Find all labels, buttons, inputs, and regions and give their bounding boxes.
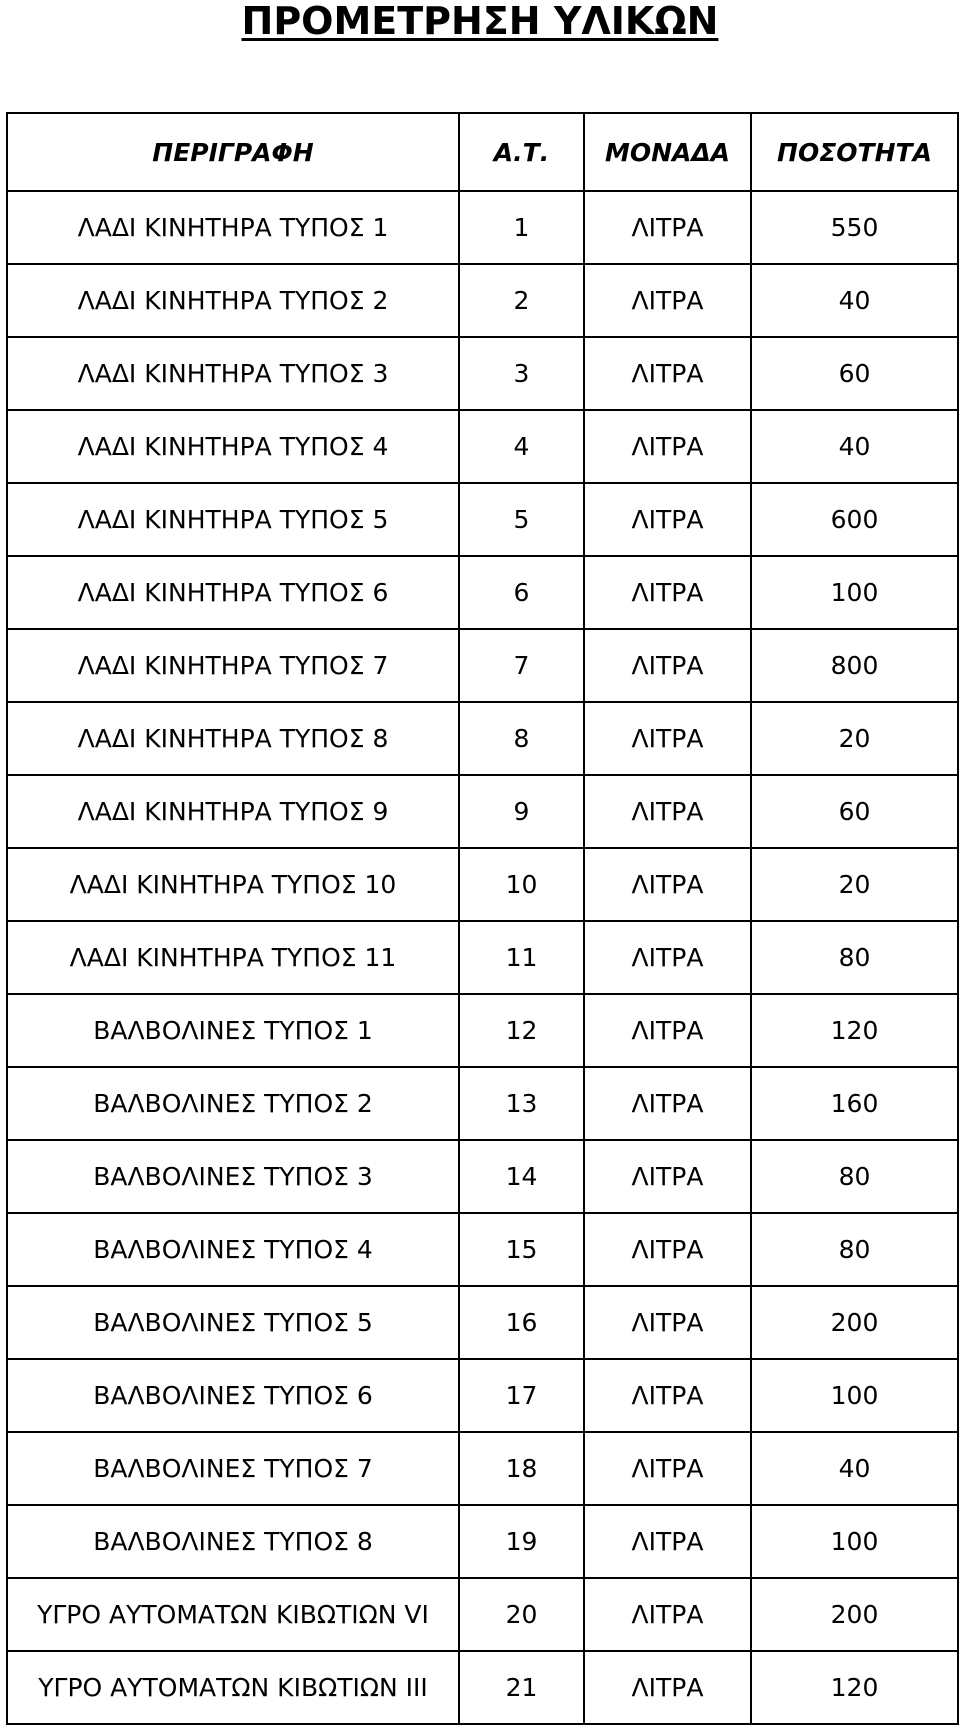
cell-quantity: 40	[751, 264, 958, 337]
cell-description: ΛΑΔΙ ΚΙΝΗΤΗΡΑ ΤΥΠΟΣ 4	[7, 410, 459, 483]
cell-description: ΛΑΔΙ ΚΙΝΗΤΗΡΑ ΤΥΠΟΣ 1	[7, 191, 459, 264]
cell-quantity: 60	[751, 775, 958, 848]
cell-description: ΛΑΔΙ ΚΙΝΗΤΗΡΑ ΤΥΠΟΣ 7	[7, 629, 459, 702]
cell-at: 11	[459, 921, 584, 994]
cell-unit: ΛΙΤΡΑ	[584, 191, 751, 264]
materials-table	[6, 112, 959, 1725]
cell-quantity: 60	[751, 337, 958, 410]
table-row	[7, 264, 958, 337]
table-row	[7, 1432, 958, 1505]
table-row	[7, 921, 958, 994]
cell-quantity: 800	[751, 629, 958, 702]
cell-description: ΒΑΛΒΟΛΙΝΕΣ ΤΥΠΟΣ 4	[7, 1213, 459, 1286]
cell-quantity: 600	[751, 483, 958, 556]
table-row	[7, 702, 958, 775]
cell-at: 17	[459, 1359, 584, 1432]
cell-at: 7	[459, 629, 584, 702]
cell-unit: ΛΙΤΡΑ	[584, 1432, 751, 1505]
cell-description: ΛΑΔΙ ΚΙΝΗΤΗΡΑ ΤΥΠΟΣ 8	[7, 702, 459, 775]
cell-quantity: 20	[751, 702, 958, 775]
cell-at: 16	[459, 1286, 584, 1359]
header-quantity: ΠΟΣΟΤΗΤΑ	[751, 113, 958, 191]
cell-description: ΥΓΡΟ ΑΥΤΟΜΑΤΩΝ ΚΙΒΩΤΙΩΝ III	[7, 1651, 459, 1724]
table-row	[7, 775, 958, 848]
cell-unit: ΛΙΤΡΑ	[584, 1651, 751, 1724]
cell-at: 6	[459, 556, 584, 629]
cell-unit: ΛΙΤΡΑ	[584, 556, 751, 629]
table-row	[7, 1286, 958, 1359]
table-row	[7, 410, 958, 483]
cell-quantity: 80	[751, 1140, 958, 1213]
cell-at: 15	[459, 1213, 584, 1286]
cell-quantity: 160	[751, 1067, 958, 1140]
cell-unit: ΛΙΤΡΑ	[584, 848, 751, 921]
cell-at: 19	[459, 1505, 584, 1578]
table-row	[7, 556, 958, 629]
cell-at: 10	[459, 848, 584, 921]
cell-unit: ΛΙΤΡΑ	[584, 702, 751, 775]
cell-unit: ΛΙΤΡΑ	[584, 1505, 751, 1578]
cell-unit: ΛΙΤΡΑ	[584, 775, 751, 848]
table-row	[7, 1651, 958, 1724]
cell-description: ΛΑΔΙ ΚΙΝΗΤΗΡΑ ΤΥΠΟΣ 9	[7, 775, 459, 848]
table-row	[7, 629, 958, 702]
cell-unit: ΛΙΤΡΑ	[584, 1578, 751, 1651]
cell-description: ΛΑΔΙ ΚΙΝΗΤΗΡΑ ΤΥΠΟΣ 11	[7, 921, 459, 994]
document-title	[0, 0, 960, 46]
cell-description: ΒΑΛΒΟΛΙΝΕΣ ΤΥΠΟΣ 3	[7, 1140, 459, 1213]
cell-at: 21	[459, 1651, 584, 1724]
cell-at: 4	[459, 410, 584, 483]
cell-at: 13	[459, 1067, 584, 1140]
cell-unit: ΛΙΤΡΑ	[584, 337, 751, 410]
cell-description: ΒΑΛΒΟΛΙΝΕΣ ΤΥΠΟΣ 5	[7, 1286, 459, 1359]
table-row	[7, 1359, 958, 1432]
table-body	[7, 191, 958, 1724]
table-row	[7, 191, 958, 264]
cell-description: ΛΑΔΙ ΚΙΝΗΤΗΡΑ ΤΥΠΟΣ 6	[7, 556, 459, 629]
cell-quantity: 40	[751, 1432, 958, 1505]
cell-at: 5	[459, 483, 584, 556]
cell-quantity: 120	[751, 1651, 958, 1724]
cell-at: 2	[459, 264, 584, 337]
table-row	[7, 483, 958, 556]
table-row	[7, 1578, 958, 1651]
cell-at: 8	[459, 702, 584, 775]
cell-quantity: 200	[751, 1286, 958, 1359]
cell-description: ΒΑΛΒΟΛΙΝΕΣ ΤΥΠΟΣ 7	[7, 1432, 459, 1505]
cell-at: 12	[459, 994, 584, 1067]
cell-at: 9	[459, 775, 584, 848]
cell-description: ΛΑΔΙ ΚΙΝΗΤΗΡΑ ΤΥΠΟΣ 10	[7, 848, 459, 921]
header-at: Α.Τ.	[459, 113, 584, 191]
cell-quantity: 40	[751, 410, 958, 483]
cell-at: 1	[459, 191, 584, 264]
table-header	[7, 113, 958, 191]
table-row	[7, 337, 958, 410]
table-row	[7, 1140, 958, 1213]
table-row	[7, 1505, 958, 1578]
cell-description: ΛΑΔΙ ΚΙΝΗΤΗΡΑ ΤΥΠΟΣ 3	[7, 337, 459, 410]
cell-unit: ΛΙΤΡΑ	[584, 921, 751, 994]
header-unit: ΜΟΝΑΔΑ	[584, 113, 751, 191]
cell-unit: ΛΙΤΡΑ	[584, 1213, 751, 1286]
cell-unit: ΛΙΤΡΑ	[584, 410, 751, 483]
cell-quantity: 120	[751, 994, 958, 1067]
cell-at: 20	[459, 1578, 584, 1651]
document-title-text: ΠΡΟΜΕΤΡΗΣΗ ΥΛΙΚΩΝ	[241, 0, 719, 43]
header-description: ΠΕΡΙΓΡΑΦΗ	[7, 113, 459, 191]
cell-description: ΒΑΛΒΟΛΙΝΕΣ ΤΥΠΟΣ 6	[7, 1359, 459, 1432]
table-row	[7, 1067, 958, 1140]
cell-unit: ΛΙΤΡΑ	[584, 264, 751, 337]
cell-unit: ΛΙΤΡΑ	[584, 1067, 751, 1140]
cell-description: ΒΑΛΒΟΛΙΝΕΣ ΤΥΠΟΣ 2	[7, 1067, 459, 1140]
cell-quantity: 20	[751, 848, 958, 921]
header-row	[7, 113, 958, 191]
cell-quantity: 100	[751, 1505, 958, 1578]
cell-quantity: 100	[751, 1359, 958, 1432]
cell-description: ΒΑΛΒΟΛΙΝΕΣ ΤΥΠΟΣ 1	[7, 994, 459, 1067]
table-row	[7, 994, 958, 1067]
cell-description: ΥΓΡΟ ΑΥΤΟΜΑΤΩΝ ΚΙΒΩΤΙΩΝ VI	[7, 1578, 459, 1651]
cell-unit: ΛΙΤΡΑ	[584, 1140, 751, 1213]
cell-unit: ΛΙΤΡΑ	[584, 483, 751, 556]
cell-unit: ΛΙΤΡΑ	[584, 629, 751, 702]
cell-description: ΛΑΔΙ ΚΙΝΗΤΗΡΑ ΤΥΠΟΣ 5	[7, 483, 459, 556]
cell-at: 3	[459, 337, 584, 410]
cell-quantity: 200	[751, 1578, 958, 1651]
cell-quantity: 80	[751, 921, 958, 994]
cell-quantity: 80	[751, 1213, 958, 1286]
cell-at: 14	[459, 1140, 584, 1213]
cell-unit: ΛΙΤΡΑ	[584, 1359, 751, 1432]
table-row	[7, 1213, 958, 1286]
cell-quantity: 100	[751, 556, 958, 629]
cell-unit: ΛΙΤΡΑ	[584, 1286, 751, 1359]
table-row	[7, 848, 958, 921]
cell-unit: ΛΙΤΡΑ	[584, 994, 751, 1067]
cell-description: ΛΑΔΙ ΚΙΝΗΤΗΡΑ ΤΥΠΟΣ 2	[7, 264, 459, 337]
cell-at: 18	[459, 1432, 584, 1505]
cell-quantity: 550	[751, 191, 958, 264]
cell-description: ΒΑΛΒΟΛΙΝΕΣ ΤΥΠΟΣ 8	[7, 1505, 459, 1578]
